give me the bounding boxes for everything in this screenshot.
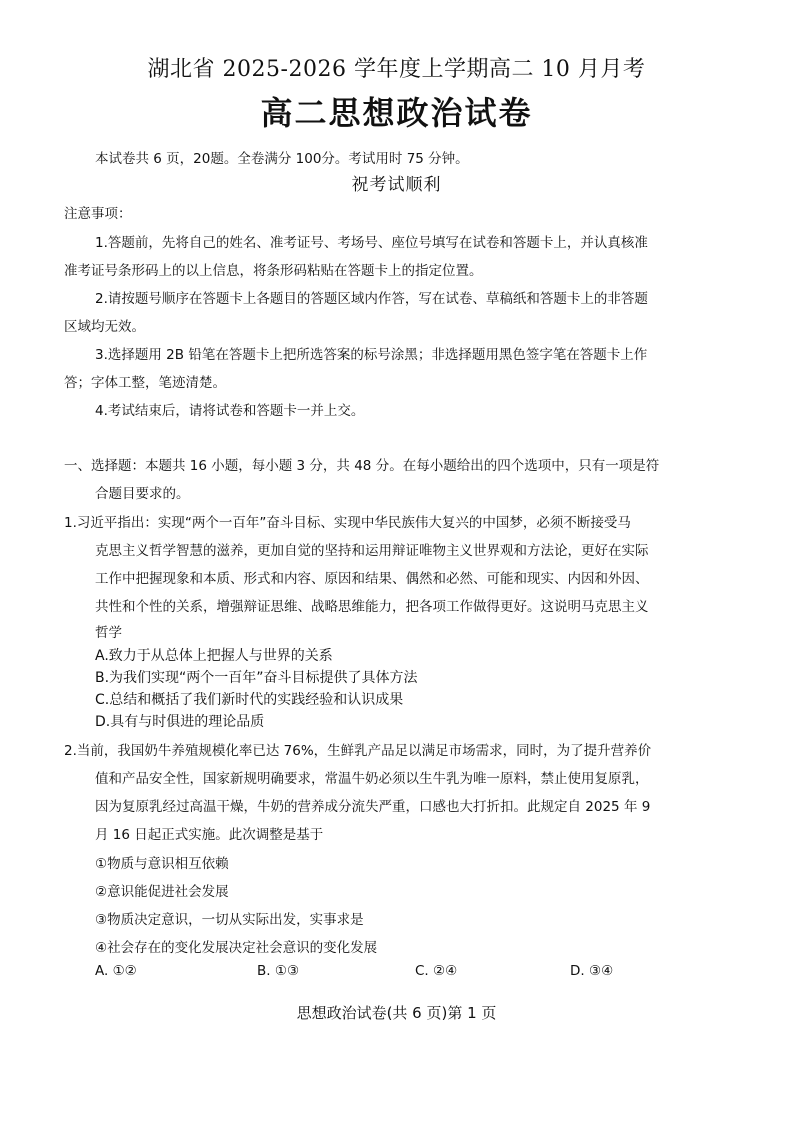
question-1-option-c: C.总结和概括了我们新时代的实践经验和认识成果 bbox=[95, 692, 404, 708]
question-2-stem: 月 16 日起正式实施。此次调整是基于 bbox=[95, 827, 324, 843]
notice-line: 4.考试结束后，请将试卷和答题卡一并上交。 bbox=[95, 403, 365, 419]
question-2-stem: 因为复原乳经过高温干燥，牛奶的营养成分流失严重，口感也大打折扣。此规定自 2025 年 9 bbox=[95, 799, 651, 815]
notice-line: 准考证号条形码上的以上信息，将条形码粘贴在答题卡上的指定位置。 bbox=[64, 263, 483, 279]
question-2-statement: ②意识能促进社会发展 bbox=[95, 884, 229, 900]
notice-line: 3.选择题用 2B 铅笔在答题卡上把所选答案的标号涂黑；非选择题用黑色签字笔在答题卡上作 bbox=[95, 347, 648, 363]
section-heading-cont: 合题目要求的。 bbox=[95, 486, 190, 502]
paper-title: 高二思想政治试卷 bbox=[260, 94, 533, 132]
notice-line: 2.请按题号顺序在答题卡上各题目的答题区域内作答，写在试卷、草稿纸和答题卡上的非答题 bbox=[95, 291, 648, 307]
question-2-statement: ④社会存在的变化发展决定社会意识的变化发展 bbox=[95, 940, 378, 956]
notice-line: 1.答题前，先将自己的姓名、准考证号、考场号、座位号填写在试卷和答题卡上，并认真核准 bbox=[95, 235, 648, 251]
question-1-stem: 哲学 bbox=[95, 625, 122, 641]
notice-heading: 注意事项： bbox=[64, 206, 132, 222]
question-2-statement: ③物质决定意识，一切从实际出发，实事求是 bbox=[95, 912, 364, 928]
exam-title: 湖北省 2025-2026 学年度上学期高二 10 月月考 bbox=[147, 57, 646, 82]
question-2-stem: 值和产品安全性，国家新规明确要求，常温牛奶必须以生牛乳为唯一原料，禁止使用复原乳， bbox=[95, 771, 649, 787]
question-1-option-b: B.为我们实现“两个一百年”奋斗目标提供了具体方法 bbox=[95, 670, 418, 686]
notice-line: 答；字体工整，笔迹清楚。 bbox=[64, 375, 226, 391]
question-2-choice-a: A. ①② bbox=[95, 963, 137, 979]
question-1-option-d: D.具有与时俱进的理论品质 bbox=[95, 714, 265, 730]
good-luck-text: 祝考试顺利 bbox=[351, 175, 442, 195]
question-1-stem: 克思主义哲学智慧的滋养，更加自觉的坚持和运用辩证唯物主义世界观和方法论，更好在实际 bbox=[95, 543, 649, 559]
question-2-choice-c: C. ②④ bbox=[415, 963, 458, 979]
question-2-statement: ①物质与意识相互依赖 bbox=[95, 856, 229, 872]
question-1-stem: 共性和个性的关系，增强辩证思维、战略思维能力，把各项工作做得更好。这说明马克思主义 bbox=[95, 599, 649, 615]
question-1-stem: 1.习近平指出：实现“两个一百年”奋斗目标、实现中华民族伟大复兴的中国梦，必须不断接受马 bbox=[64, 515, 631, 531]
question-1-stem: 工作中把握现象和本质、形式和内容、原因和结果、偶然和必然、可能和现实、内因和外因、 bbox=[95, 571, 649, 587]
page-footer: 思想政治试卷(共 6 页)第 1 页 bbox=[296, 1004, 497, 1022]
section-heading: 一、选择题：本题共 16 小题，每小题 3 分，共 48 分。在每小题给出的四个选项中，只有一项是符 bbox=[64, 458, 660, 474]
question-2-choice-d: D. ③④ bbox=[570, 963, 614, 979]
notice-line: 区域均无效。 bbox=[64, 319, 145, 335]
exam-summary: 本试卷共 6 页，20题。全卷满分 100分。考试用时 75 分钟。 bbox=[95, 151, 469, 167]
question-2-stem: 2.当前，我国奶牛养殖规模化率已达 76%，生鲜乳产品足以满足市场需求，同时，为了提升营养价 bbox=[64, 743, 652, 759]
question-1-option-a: A.致力于从总体上把握人与世界的关系 bbox=[95, 648, 333, 664]
question-2-choice-b: B. ①③ bbox=[257, 963, 300, 979]
